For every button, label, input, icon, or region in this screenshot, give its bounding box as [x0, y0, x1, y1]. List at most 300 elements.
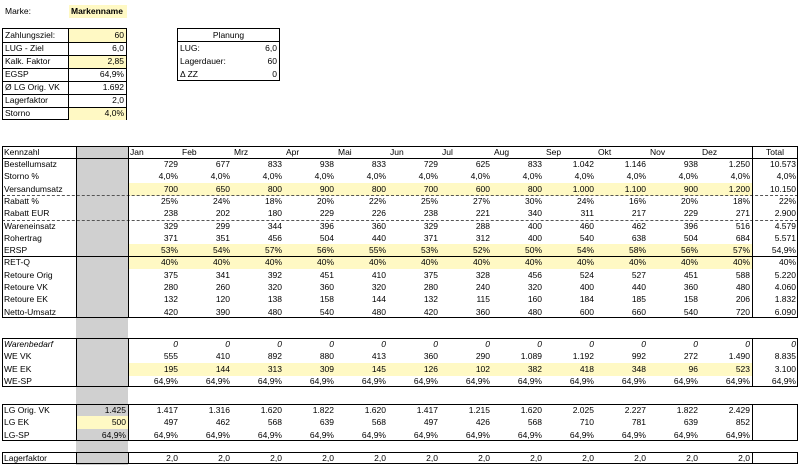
table-cell[interactable]: 2,0: [218, 453, 230, 463]
table-cell[interactable]: 2.429: [728, 405, 750, 415]
row-label: RET-Q: [4, 257, 30, 267]
table-cell[interactable]: 184: [579, 294, 594, 304]
table-cell[interactable]: 938: [683, 159, 698, 169]
table-cell[interactable]: 390: [215, 307, 230, 317]
table-cell[interactable]: 6.090: [774, 307, 796, 317]
table-cell[interactable]: 1.215: [468, 405, 490, 415]
table-cell[interactable]: 53%: [160, 245, 178, 255]
table-cell[interactable]: 625: [475, 159, 490, 169]
table-cell[interactable]: 527: [631, 270, 646, 280]
table-cell[interactable]: 1.146: [624, 159, 646, 169]
table-cell[interactable]: 40%: [628, 257, 646, 267]
table-cell[interactable]: 4,0%: [158, 171, 178, 181]
table-cell[interactable]: 360: [423, 351, 438, 361]
table-cell[interactable]: 852: [735, 417, 750, 427]
table-cell[interactable]: 27%: [472, 196, 490, 206]
row-label: LG Orig. VK: [4, 405, 50, 415]
param-value[interactable]: 2,85: [69, 55, 126, 68]
table-cell[interactable]: 400: [527, 233, 542, 243]
table-cell[interactable]: 132: [163, 294, 178, 304]
table-cell[interactable]: 440: [631, 282, 646, 292]
table-cell[interactable]: 280: [423, 282, 438, 292]
table-cell[interactable]: 351: [215, 233, 230, 243]
table-cell[interactable]: 4,0%: [626, 171, 646, 181]
table-cell[interactable]: 64,9%: [465, 376, 490, 386]
table-cell[interactable]: 64,9%: [257, 430, 282, 440]
table-cell[interactable]: 64,9%: [205, 376, 230, 386]
table-cell[interactable]: 2,0: [166, 453, 178, 463]
table-cell[interactable]: 229: [683, 208, 698, 218]
row-label: WE VK: [4, 351, 32, 361]
table-cell[interactable]: 202: [215, 208, 230, 218]
table-cell[interactable]: 2,0: [374, 453, 386, 463]
table-cell[interactable]: 40%: [680, 257, 698, 267]
table-cell[interactable]: 64,9%: [361, 430, 386, 440]
table-cell[interactable]: 102: [475, 364, 490, 374]
table-cell[interactable]: 4.060: [774, 282, 796, 292]
table-cell[interactable]: 2,0: [738, 453, 750, 463]
table-cell[interactable]: 4,0%: [470, 171, 490, 181]
table-cell[interactable]: 64,9%: [725, 376, 750, 386]
table-cell[interactable]: 440: [371, 233, 386, 243]
table-cell[interactable]: 64,9%: [413, 376, 438, 386]
table-cell[interactable]: 426: [475, 417, 490, 427]
table-cell[interactable]: 677: [215, 159, 230, 169]
table-cell[interactable]: 639: [683, 417, 698, 427]
table-cell[interactable]: 1.200: [728, 184, 750, 194]
table-cell[interactable]: 504: [319, 233, 334, 243]
table-cell[interactable]: 4,0%: [314, 171, 334, 181]
table-cell[interactable]: 10.150: [770, 184, 796, 194]
table-cell[interactable]: 54%: [576, 245, 594, 255]
table-cell[interactable]: 800: [267, 184, 282, 194]
table-cell[interactable]: 2.227: [624, 405, 646, 415]
table-cell[interactable]: 64,9%: [569, 376, 594, 386]
table-cell[interactable]: 158: [683, 294, 698, 304]
table-cell[interactable]: 371: [163, 233, 178, 243]
table-cell[interactable]: 650: [215, 184, 230, 194]
table-cell[interactable]: 0: [641, 339, 646, 349]
table-cell[interactable]: 540: [683, 307, 698, 317]
table-cell[interactable]: 0: [693, 339, 698, 349]
table-cell[interactable]: 3.100: [774, 364, 796, 374]
table-cell[interactable]: 312: [475, 233, 490, 243]
table-cell[interactable]: 800: [527, 184, 542, 194]
table-cell[interactable]: 40%: [212, 257, 230, 267]
param-value[interactable]: 2,0: [112, 95, 124, 105]
table-cell[interactable]: 53%: [420, 245, 438, 255]
table-cell[interactable]: 313: [267, 364, 282, 374]
table-cell[interactable]: 462: [631, 221, 646, 231]
table-cell[interactable]: 24%: [576, 196, 594, 206]
table-cell[interactable]: 2,0: [322, 453, 334, 463]
table-cell[interactable]: 57%: [732, 245, 750, 255]
table-cell[interactable]: 54,9%: [771, 245, 796, 255]
table-cell[interactable]: 660: [631, 307, 646, 317]
table-cell[interactable]: 938: [319, 159, 334, 169]
table-cell[interactable]: 126: [423, 364, 438, 374]
table-cell[interactable]: 25%: [160, 196, 178, 206]
table-cell[interactable]: 568: [527, 417, 542, 427]
table-cell[interactable]: 2,0: [686, 453, 698, 463]
table-cell[interactable]: 50%: [524, 245, 542, 255]
table-cell[interactable]: 4,0%: [730, 171, 750, 181]
table-cell[interactable]: 1.192: [572, 351, 594, 361]
row-label: LG EK: [4, 417, 30, 427]
table-cell[interactable]: 22%: [778, 196, 796, 206]
table-cell[interactable]: 2.025: [572, 405, 594, 415]
table-cell[interactable]: 40%: [160, 257, 178, 267]
table-cell[interactable]: 480: [267, 307, 282, 317]
table-cell[interactable]: 418: [579, 364, 594, 374]
param-value[interactable]: 60: [69, 29, 126, 42]
table-cell[interactable]: 568: [371, 417, 386, 427]
table-cell[interactable]: 329: [423, 221, 438, 231]
table-cell[interactable]: 290: [475, 351, 490, 361]
table-cell[interactable]: 1.000: [572, 184, 594, 194]
table-cell[interactable]: 195: [163, 364, 178, 374]
table-cell[interactable]: 396: [319, 221, 334, 231]
brand-label: Marke:: [5, 6, 31, 16]
table-cell[interactable]: 238: [423, 208, 438, 218]
table-cell[interactable]: 40%: [316, 257, 334, 267]
table-cell[interactable]: 64,9%: [725, 430, 750, 440]
table-cell[interactable]: 18%: [264, 196, 282, 206]
table-cell[interactable]: 10.573: [770, 159, 796, 169]
table-cell[interactable]: 1.250: [728, 159, 750, 169]
table-cell[interactable]: 221: [475, 208, 490, 218]
table-cell[interactable]: 1.316: [208, 405, 230, 415]
table-cell[interactable]: 0: [589, 339, 594, 349]
table-cell[interactable]: 410: [371, 270, 386, 280]
table-cell[interactable]: 64,9%: [673, 376, 698, 386]
table-cell[interactable]: 0: [485, 339, 490, 349]
table-cell[interactable]: 0: [537, 339, 542, 349]
table-cell[interactable]: 588: [735, 270, 750, 280]
table-cell[interactable]: 639: [319, 417, 334, 427]
table-cell[interactable]: 299: [215, 221, 230, 231]
table-cell[interactable]: 52%: [472, 245, 490, 255]
table-cell[interactable]: 1.100: [624, 184, 646, 194]
table-cell[interactable]: 480: [735, 282, 750, 292]
table-cell[interactable]: 40%: [368, 257, 386, 267]
param-value[interactable]: 4,0%: [69, 107, 126, 120]
column-divider: [128, 404, 129, 441]
column-divider: [128, 338, 129, 387]
table-cell[interactable]: 729: [423, 159, 438, 169]
table-cell[interactable]: 0: [433, 339, 438, 349]
table-cell[interactable]: 57%: [264, 245, 282, 255]
table-cell[interactable]: 480: [371, 307, 386, 317]
column-header: Nov: [650, 147, 666, 157]
table-cell[interactable]: 64,9%: [771, 376, 796, 386]
table-cell[interactable]: 64,9%: [309, 376, 334, 386]
table-cell[interactable]: 2,0: [270, 453, 282, 463]
table-cell[interactable]: 40%: [732, 257, 750, 267]
table-cell[interactable]: 500: [76, 416, 128, 429]
table-cell[interactable]: 115: [476, 294, 490, 304]
table-cell[interactable]: 64,9%: [517, 376, 542, 386]
table-cell[interactable]: 40%: [778, 257, 796, 267]
planung-value[interactable]: 60: [267, 56, 277, 66]
table-cell[interactable]: 456: [267, 233, 282, 243]
table-cell[interactable]: 524: [579, 270, 594, 280]
table-cell[interactable]: 0: [225, 339, 230, 349]
table-cell[interactable]: 160: [527, 294, 542, 304]
table-cell[interactable]: 0: [173, 339, 178, 349]
column-divider: [752, 452, 753, 464]
table-cell[interactable]: 120: [215, 294, 230, 304]
table-cell[interactable]: 400: [579, 282, 594, 292]
table-cell[interactable]: 568: [267, 417, 282, 427]
table-cell[interactable]: 64,9%: [465, 430, 490, 440]
table-cell[interactable]: 206: [735, 294, 750, 304]
table-cell[interactable]: 4.579: [774, 221, 796, 231]
table-cell[interactable]: 217: [631, 208, 646, 218]
row-label: Retoure EK: [4, 294, 48, 304]
table-cell[interactable]: 371: [423, 233, 438, 243]
row-label: Retoure Orig: [4, 270, 53, 280]
table-cell[interactable]: 40%: [472, 257, 490, 267]
table-cell[interactable]: 0: [329, 339, 334, 349]
table-cell[interactable]: 462: [215, 417, 230, 427]
table-cell[interactable]: 451: [683, 270, 698, 280]
table-cell[interactable]: 420: [423, 307, 438, 317]
table-cell[interactable]: 320: [371, 282, 386, 292]
table-cell[interactable]: 396: [683, 221, 698, 231]
table-cell[interactable]: 64,9%: [673, 430, 698, 440]
table-cell[interactable]: 1.042: [572, 159, 594, 169]
table-cell[interactable]: 24%: [212, 196, 230, 206]
table-cell[interactable]: 600: [579, 307, 594, 317]
table-cell[interactable]: 341: [215, 270, 230, 280]
table-cell[interactable]: 540: [579, 233, 594, 243]
table-cell[interactable]: 0: [381, 339, 386, 349]
planung-value[interactable]: 0: [272, 69, 277, 79]
table-cell[interactable]: 700: [423, 184, 438, 194]
table-cell[interactable]: 4,0%: [210, 171, 230, 181]
table-cell[interactable]: 22%: [368, 196, 386, 206]
table-cell[interactable]: 0: [277, 339, 282, 349]
table-cell[interactable]: 2,0: [634, 453, 646, 463]
table-cell[interactable]: 833: [267, 159, 282, 169]
table-cell[interactable]: 781: [631, 417, 646, 427]
table-cell[interactable]: 892: [267, 351, 282, 361]
table-cell[interactable]: 1.417: [156, 405, 178, 415]
table-cell[interactable]: 40%: [524, 257, 542, 267]
table-cell[interactable]: 132: [423, 294, 438, 304]
table-cell[interactable]: 4,0%: [522, 171, 542, 181]
table-cell[interactable]: 309: [319, 364, 334, 374]
table-cell[interactable]: 25%: [420, 196, 438, 206]
table-cell[interactable]: 4,0%: [574, 171, 594, 181]
table-cell[interactable]: 504: [683, 233, 698, 243]
table-cell[interactable]: 360: [475, 307, 490, 317]
table-cell[interactable]: 272: [683, 351, 698, 361]
table-cell[interactable]: 64,9%: [309, 430, 334, 440]
table-cell[interactable]: 64,9%: [621, 430, 646, 440]
table-cell[interactable]: 523: [735, 364, 750, 374]
table-cell[interactable]: 16%: [628, 196, 646, 206]
table-cell[interactable]: 833: [527, 159, 542, 169]
table-cell[interactable]: 348: [631, 364, 646, 374]
table-cell[interactable]: 311: [580, 208, 594, 218]
table-cell[interactable]: 64,9%: [101, 430, 126, 440]
table-cell[interactable]: 18%: [732, 196, 750, 206]
table-cell[interactable]: 30%: [524, 196, 542, 206]
table-cell[interactable]: 410: [215, 351, 230, 361]
table-cell[interactable]: 900: [683, 184, 698, 194]
param-value[interactable]: 64,9%: [99, 69, 124, 79]
table-cell[interactable]: 1.417: [416, 405, 438, 415]
table-cell[interactable]: 420: [163, 307, 178, 317]
table-cell[interactable]: 64,9%: [517, 430, 542, 440]
param-value[interactable]: 1.692: [102, 82, 124, 92]
table-cell[interactable]: 1.822: [676, 405, 698, 415]
table-cell[interactable]: 64,9%: [621, 376, 646, 386]
table-cell[interactable]: 5.571: [774, 233, 796, 243]
table-cell[interactable]: 2,0: [530, 453, 542, 463]
table-cell[interactable]: 1.822: [312, 405, 334, 415]
table-cell[interactable]: 800: [371, 184, 386, 194]
table-cell[interactable]: 1.490: [728, 351, 750, 361]
table-cell[interactable]: 4,0%: [776, 171, 796, 181]
table-cell[interactable]: 4,0%: [418, 171, 438, 181]
table-cell[interactable]: 329: [163, 221, 178, 231]
table-cell[interactable]: 4,0%: [262, 171, 282, 181]
table-cell[interactable]: 64,9%: [569, 430, 594, 440]
table-cell[interactable]: 144: [215, 364, 230, 374]
table-cell[interactable]: 600: [475, 184, 490, 194]
table-cell[interactable]: 238: [163, 208, 178, 218]
table-cell[interactable]: 8.835: [774, 351, 796, 361]
table-cell[interactable]: 58%: [628, 245, 646, 255]
table-cell[interactable]: 1.832: [774, 294, 796, 304]
table-cell[interactable]: 64,9%: [361, 376, 386, 386]
table-cell[interactable]: 64,9%: [153, 376, 178, 386]
table-cell[interactable]: 833: [371, 159, 386, 169]
table-cell[interactable]: 56%: [680, 245, 698, 255]
table-cell[interactable]: 555: [163, 351, 178, 361]
table-cell[interactable]: 280: [163, 282, 178, 292]
table-cell[interactable]: 392: [267, 270, 282, 280]
table-cell[interactable]: 54%: [212, 245, 230, 255]
table-cell[interactable]: 700: [163, 184, 178, 194]
table-cell[interactable]: 20%: [680, 196, 698, 206]
table-cell[interactable]: 375: [423, 270, 438, 280]
table-cell[interactable]: 344: [267, 221, 282, 231]
table-cell[interactable]: 460: [579, 221, 594, 231]
table-cell[interactable]: 145: [371, 364, 386, 374]
table-cell[interactable]: 720: [735, 307, 750, 317]
table-cell[interactable]: 56%: [316, 245, 334, 255]
table-cell[interactable]: 2,0: [582, 453, 594, 463]
table-cell[interactable]: 229: [319, 208, 334, 218]
table-cell[interactable]: 340: [527, 208, 542, 218]
table-cell[interactable]: 138: [267, 294, 282, 304]
table-cell[interactable]: 1.089: [520, 351, 542, 361]
table-cell[interactable]: 2,0: [478, 453, 490, 463]
table-cell[interactable]: 40%: [264, 257, 282, 267]
table-cell[interactable]: 480: [527, 307, 542, 317]
table-cell[interactable]: 320: [267, 282, 282, 292]
table-cell[interactable]: 1.620: [520, 405, 542, 415]
planung-value[interactable]: 6,0: [265, 43, 277, 53]
table-cell[interactable]: 729: [163, 159, 178, 169]
table-cell[interactable]: 684: [735, 233, 750, 243]
table-cell[interactable]: 456: [527, 270, 542, 280]
param-col-line: [68, 28, 69, 120]
table-cell[interactable]: 2,0: [426, 453, 438, 463]
table-cell[interactable]: 271: [735, 208, 750, 218]
table-cell[interactable]: 710: [579, 417, 594, 427]
table-cell[interactable]: 328: [475, 270, 490, 280]
table-cell[interactable]: 158: [319, 294, 334, 304]
param-label: LUG - Ziel: [5, 43, 44, 53]
table-cell[interactable]: 375: [163, 270, 178, 280]
table-cell[interactable]: 360: [319, 282, 334, 292]
table-cell[interactable]: 413: [371, 351, 386, 361]
table-cell[interactable]: 4,0%: [366, 171, 386, 181]
table-cell[interactable]: 320: [527, 282, 542, 292]
table-cell[interactable]: 260: [215, 282, 230, 292]
table-cell[interactable]: 900: [319, 184, 334, 194]
table-cell[interactable]: 382: [527, 364, 542, 374]
table-cell[interactable]: 240: [475, 282, 490, 292]
table-cell[interactable]: 1.620: [364, 405, 386, 415]
row-label: Lagerfaktor: [4, 453, 47, 463]
table-cell[interactable]: 64,9%: [205, 430, 230, 440]
table-cell[interactable]: 638: [631, 233, 646, 243]
param-label: Zahlungsziel:: [5, 30, 56, 40]
table-cell[interactable]: 497: [163, 417, 178, 427]
table-cell[interactable]: 5.220: [774, 270, 796, 280]
table-cell[interactable]: 451: [319, 270, 334, 280]
table-cell[interactable]: 880: [319, 351, 334, 361]
table-cell[interactable]: 360: [371, 221, 386, 231]
table-cell[interactable]: 360: [683, 282, 698, 292]
row-label: Storno %: [4, 171, 39, 181]
table-cell[interactable]: 64,9%: [257, 376, 282, 386]
table-cell[interactable]: 288: [475, 221, 490, 231]
table-cell[interactable]: 40%: [576, 257, 594, 267]
table-cell[interactable]: 96: [688, 364, 698, 374]
table-cell[interactable]: 516: [735, 221, 750, 231]
table-cell[interactable]: 1.425: [104, 405, 126, 415]
table-cell[interactable]: 400: [527, 221, 542, 231]
table-cell[interactable]: 20%: [316, 196, 334, 206]
table-cell[interactable]: 0: [745, 339, 750, 349]
table-cell[interactable]: 180: [267, 208, 282, 218]
table-cell[interactable]: 540: [319, 307, 334, 317]
param-row-line: [2, 68, 127, 69]
brand-name-cell[interactable]: Markenname: [69, 5, 127, 18]
table-cell[interactable]: 55%: [368, 245, 386, 255]
table-cell[interactable]: 992: [631, 351, 646, 361]
param-value[interactable]: 6,0: [112, 43, 124, 53]
table-cell[interactable]: 64,9%: [153, 430, 178, 440]
table-cell[interactable]: 226: [371, 208, 386, 218]
table-cell[interactable]: 2.900: [774, 208, 796, 218]
table-cell[interactable]: 40%: [420, 257, 438, 267]
table-cell[interactable]: 4,0%: [678, 171, 698, 181]
table-cell[interactable]: 64,9%: [413, 430, 438, 440]
table-cell[interactable]: 144: [371, 294, 386, 304]
table-cell[interactable]: 185: [631, 294, 646, 304]
table-cell[interactable]: 0: [791, 339, 796, 349]
table-cell[interactable]: 1.620: [260, 405, 282, 415]
table-cell[interactable]: 497: [423, 417, 438, 427]
